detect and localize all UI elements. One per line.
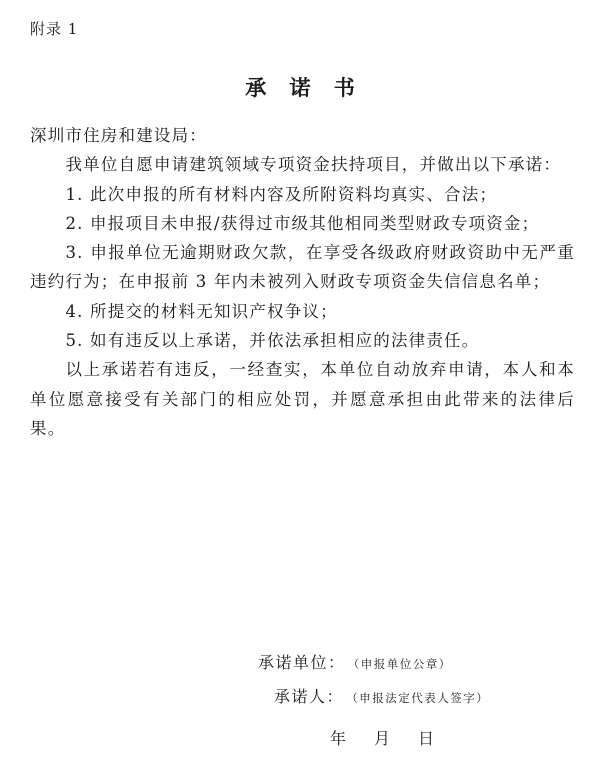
commitment-item-3: 3. 申报单位无逾期财政欠款，在享受各级政府财政资助中无严重违约行为；在申报前 3 年内未被列入财政专项资金失信信息名单； xyxy=(30,243,575,292)
document-title: 承 诺 书 xyxy=(245,75,363,100)
intro-paragraph: 我单位自愿申请建筑领域专项资金扶持项目，并做出以下承诺： xyxy=(65,155,562,175)
closing-paragraph: 以上承诺若有违反，一经查实，本单位自动放弃申请，本人和本单位愿意接受有关部门的相应处罚，并愿意承担由此带来的法律后果。 xyxy=(30,360,575,438)
unit-seal-hint: （申报单位公章） xyxy=(353,657,452,671)
commitment-item-2: 2. 申报项目未申报/获得过市级其他相同类型财政专项资金； xyxy=(65,213,540,233)
person-label: 承诺人： xyxy=(274,687,345,706)
salutation: 深圳市住房和建设局： xyxy=(30,126,207,145)
appendix-label: 附录 1 xyxy=(30,20,79,38)
date-day: 日 xyxy=(418,729,435,748)
commitment-item-1: 1. 此次申报的所有材料内容及所附资料均真实、合法； xyxy=(65,184,498,204)
unit-label: 承诺单位： xyxy=(258,653,346,672)
person-signature-hint: （申报法定代表人签字） xyxy=(352,691,490,705)
date-line xyxy=(330,726,434,749)
date-year: 年 xyxy=(330,729,347,748)
document-body xyxy=(30,121,575,443)
date-month: 月 xyxy=(374,729,391,748)
commitment-item-4: 4. 所提交的材料无知识产权争议； xyxy=(65,301,338,321)
signature-person-line xyxy=(274,684,489,707)
signature-unit-line xyxy=(258,650,452,673)
commitment-item-5: 5. 如有违反以上承诺，并依法承担相应的法律责任。 xyxy=(65,331,480,351)
